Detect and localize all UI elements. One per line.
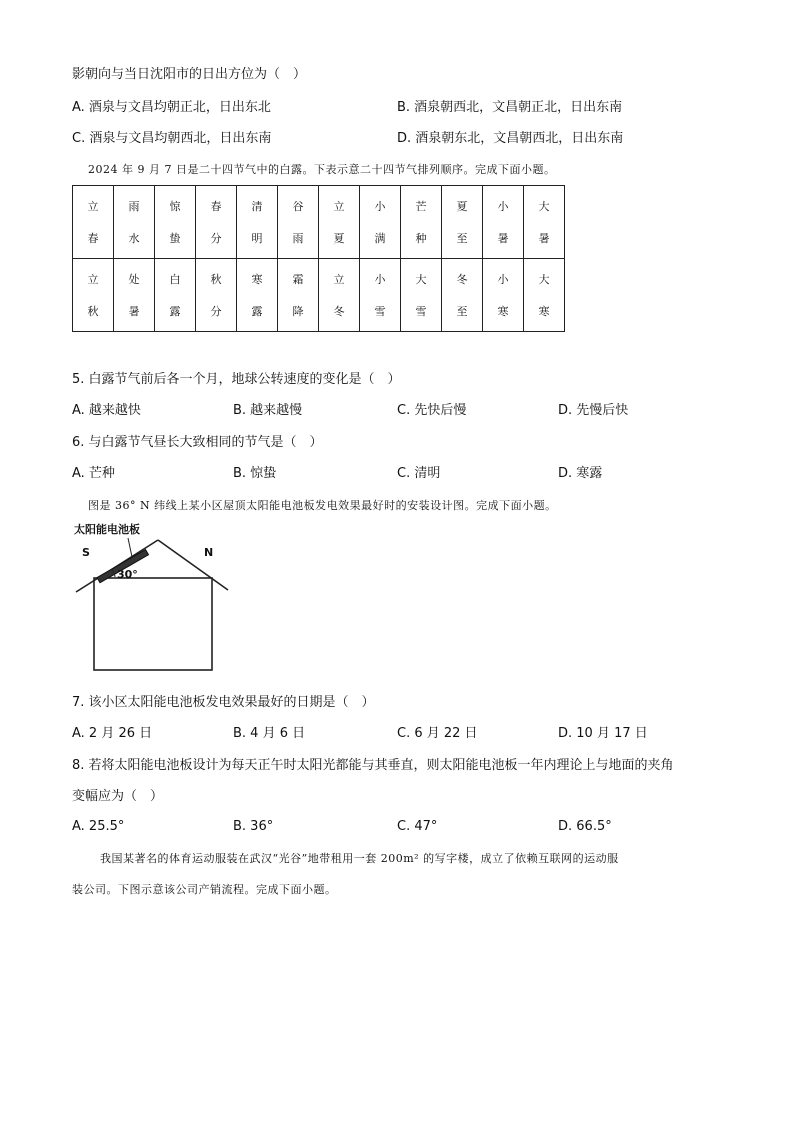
term-char: 处 xyxy=(128,273,140,286)
q6-option-c: C. 清明 xyxy=(397,466,441,481)
table-cell xyxy=(401,259,442,332)
term-char: 雨 xyxy=(128,200,140,213)
q4-option-b: B. 酒泉朝西北，文昌朝正北，日出东南 xyxy=(397,100,623,115)
term-char: 春 xyxy=(87,232,99,245)
q5-stem: 5. 白露节气前后各一个月，地球公转速度的变化是（ ） xyxy=(72,372,401,387)
table-cell xyxy=(319,259,360,332)
term-char: 清 xyxy=(251,200,263,213)
solar-panel-house-figure xyxy=(70,522,240,674)
q8-option-d: D. 66.5° xyxy=(558,819,612,834)
south-label: S xyxy=(82,546,90,559)
term-char: 寒 xyxy=(538,305,550,318)
angle-label: 30° xyxy=(117,568,138,581)
term-char: 春 xyxy=(210,200,222,213)
q5-option-d: D. 先慢后快 xyxy=(558,403,629,418)
term-char: 立 xyxy=(87,273,99,286)
term-char: 小 xyxy=(374,273,386,286)
term-char: 白 xyxy=(169,273,181,286)
q4-stem-tail: 影朝向与当日沈阳市的日出方位为（ ） xyxy=(72,67,307,82)
panel-label: 太阳能电池板 xyxy=(74,523,140,536)
table-cell xyxy=(360,186,401,259)
house-walls xyxy=(94,578,212,670)
term-char: 暑 xyxy=(538,232,550,245)
q7-option-a: A. 2 月 26 日 xyxy=(72,726,153,741)
q5-option-b: B. 越来越慢 xyxy=(233,403,303,418)
table-cell xyxy=(73,186,114,259)
term-char: 立 xyxy=(333,200,345,213)
term-char: 暑 xyxy=(128,305,140,318)
table-cell xyxy=(483,259,524,332)
q8-stem-line2: 变幅应为（ ） xyxy=(72,789,164,804)
term-char: 霜 xyxy=(292,273,304,286)
term-char: 立 xyxy=(87,200,99,213)
passage-line2: 装公司。下图示意该公司产销流程。完成下面小题。 xyxy=(72,883,337,896)
table-cell xyxy=(155,259,196,332)
term-char: 至 xyxy=(456,232,468,245)
term-char: 满 xyxy=(374,232,386,245)
term-char: 冬 xyxy=(333,305,345,318)
table-cell xyxy=(442,259,483,332)
term-char: 露 xyxy=(169,305,181,318)
term-char: 种 xyxy=(415,232,427,245)
term-char: 大 xyxy=(415,273,427,286)
term-char: 寒 xyxy=(497,305,509,318)
term-char: 蛰 xyxy=(169,232,181,245)
table-intro: 2024 年 9 月 7 日是二十四节气中的白露。下表示意二十四节气排列顺序。完成下面小题。 xyxy=(88,163,556,176)
q8-option-a: A. 25.5° xyxy=(72,819,125,834)
term-char: 秋 xyxy=(210,273,222,286)
table-row xyxy=(73,259,565,332)
table-cell xyxy=(401,186,442,259)
table-cell xyxy=(73,259,114,332)
q7-option-d: D. 10 月 17 日 xyxy=(558,726,648,741)
term-char: 暑 xyxy=(497,232,509,245)
q8-option-b: B. 36° xyxy=(233,819,274,834)
q7-stem: 7. 该小区太阳能电池板发电效果最好的日期是（ ） xyxy=(72,695,375,710)
table-cell xyxy=(196,259,237,332)
q4-option-c: C. 酒泉与文昌均朝西北，日出东南 xyxy=(72,131,272,146)
term-char: 芒 xyxy=(415,200,427,213)
term-char: 秋 xyxy=(87,305,99,318)
q7-option-c: C. 6 月 22 日 xyxy=(397,726,478,741)
q4-option-a: A. 酒泉与文昌均朝正北，日出东北 xyxy=(72,100,271,115)
table-cell xyxy=(483,186,524,259)
north-label: N xyxy=(204,546,214,559)
table-cell xyxy=(237,186,278,259)
term-char: 分 xyxy=(210,305,222,318)
q5-option-c: C. 先快后慢 xyxy=(397,403,467,418)
term-char: 小 xyxy=(374,200,386,213)
term-char: 雨 xyxy=(292,232,304,245)
term-char: 露 xyxy=(251,305,263,318)
table-row xyxy=(73,186,565,259)
term-char: 谷 xyxy=(292,200,304,213)
table-cell xyxy=(278,259,319,332)
table-cell xyxy=(114,259,155,332)
term-char: 寒 xyxy=(251,273,263,286)
term-char: 降 xyxy=(292,305,304,318)
q4-option-d: D. 酒泉朝东北，文昌朝西北，日出东南 xyxy=(397,131,624,146)
term-char: 至 xyxy=(456,305,468,318)
table-cell xyxy=(360,259,401,332)
term-char: 小 xyxy=(497,273,509,286)
table-cell xyxy=(524,186,565,259)
term-char: 水 xyxy=(128,232,140,245)
term-char: 雪 xyxy=(374,305,386,318)
table-cell xyxy=(524,259,565,332)
table-cell xyxy=(237,259,278,332)
q8-stem-line1: 8. 若将太阳能电池板设计为每天正午时太阳光都能与其垂直，则太阳能电池板一年内理论上与地面的夹角 xyxy=(72,758,674,773)
q6-option-d: D. 寒露 xyxy=(558,466,603,481)
q6-stem: 6. 与白露节气昼长大致相同的节气是（ ） xyxy=(72,435,323,450)
term-char: 明 xyxy=(251,232,263,245)
term-char: 冬 xyxy=(456,273,468,286)
term-char: 大 xyxy=(538,273,550,286)
term-char: 大 xyxy=(538,200,550,213)
q8-option-c: C. 47° xyxy=(397,819,438,834)
passage-line1: 我国某著名的体育运动服装在武汉“光谷”地带租用一套 200m² 的写字楼，成立了依赖互联网的运动服 xyxy=(100,852,619,865)
term-char: 夏 xyxy=(456,200,468,213)
figure-intro: 图是 36° N 纬线上某小区屋顶太阳能电池板发电效果最好时的安装设计图。完成下面小题。 xyxy=(88,499,557,512)
term-char: 雪 xyxy=(415,305,427,318)
q6-option-a: A. 芒种 xyxy=(72,466,115,481)
solar-terms-table xyxy=(72,185,565,332)
q6-option-b: B. 惊蛰 xyxy=(233,466,277,481)
table-cell xyxy=(114,186,155,259)
term-char: 立 xyxy=(333,273,345,286)
table-cell xyxy=(278,186,319,259)
table-cell xyxy=(442,186,483,259)
table-cell xyxy=(319,186,360,259)
table-cell xyxy=(196,186,237,259)
q7-option-b: B. 4 月 6 日 xyxy=(233,726,306,741)
roof-north-slope xyxy=(158,540,228,590)
q5-option-a: A. 越来越快 xyxy=(72,403,141,418)
term-char: 小 xyxy=(497,200,509,213)
term-char: 惊 xyxy=(169,200,181,213)
term-char: 夏 xyxy=(333,232,345,245)
term-char: 分 xyxy=(210,232,222,245)
table-cell xyxy=(155,186,196,259)
